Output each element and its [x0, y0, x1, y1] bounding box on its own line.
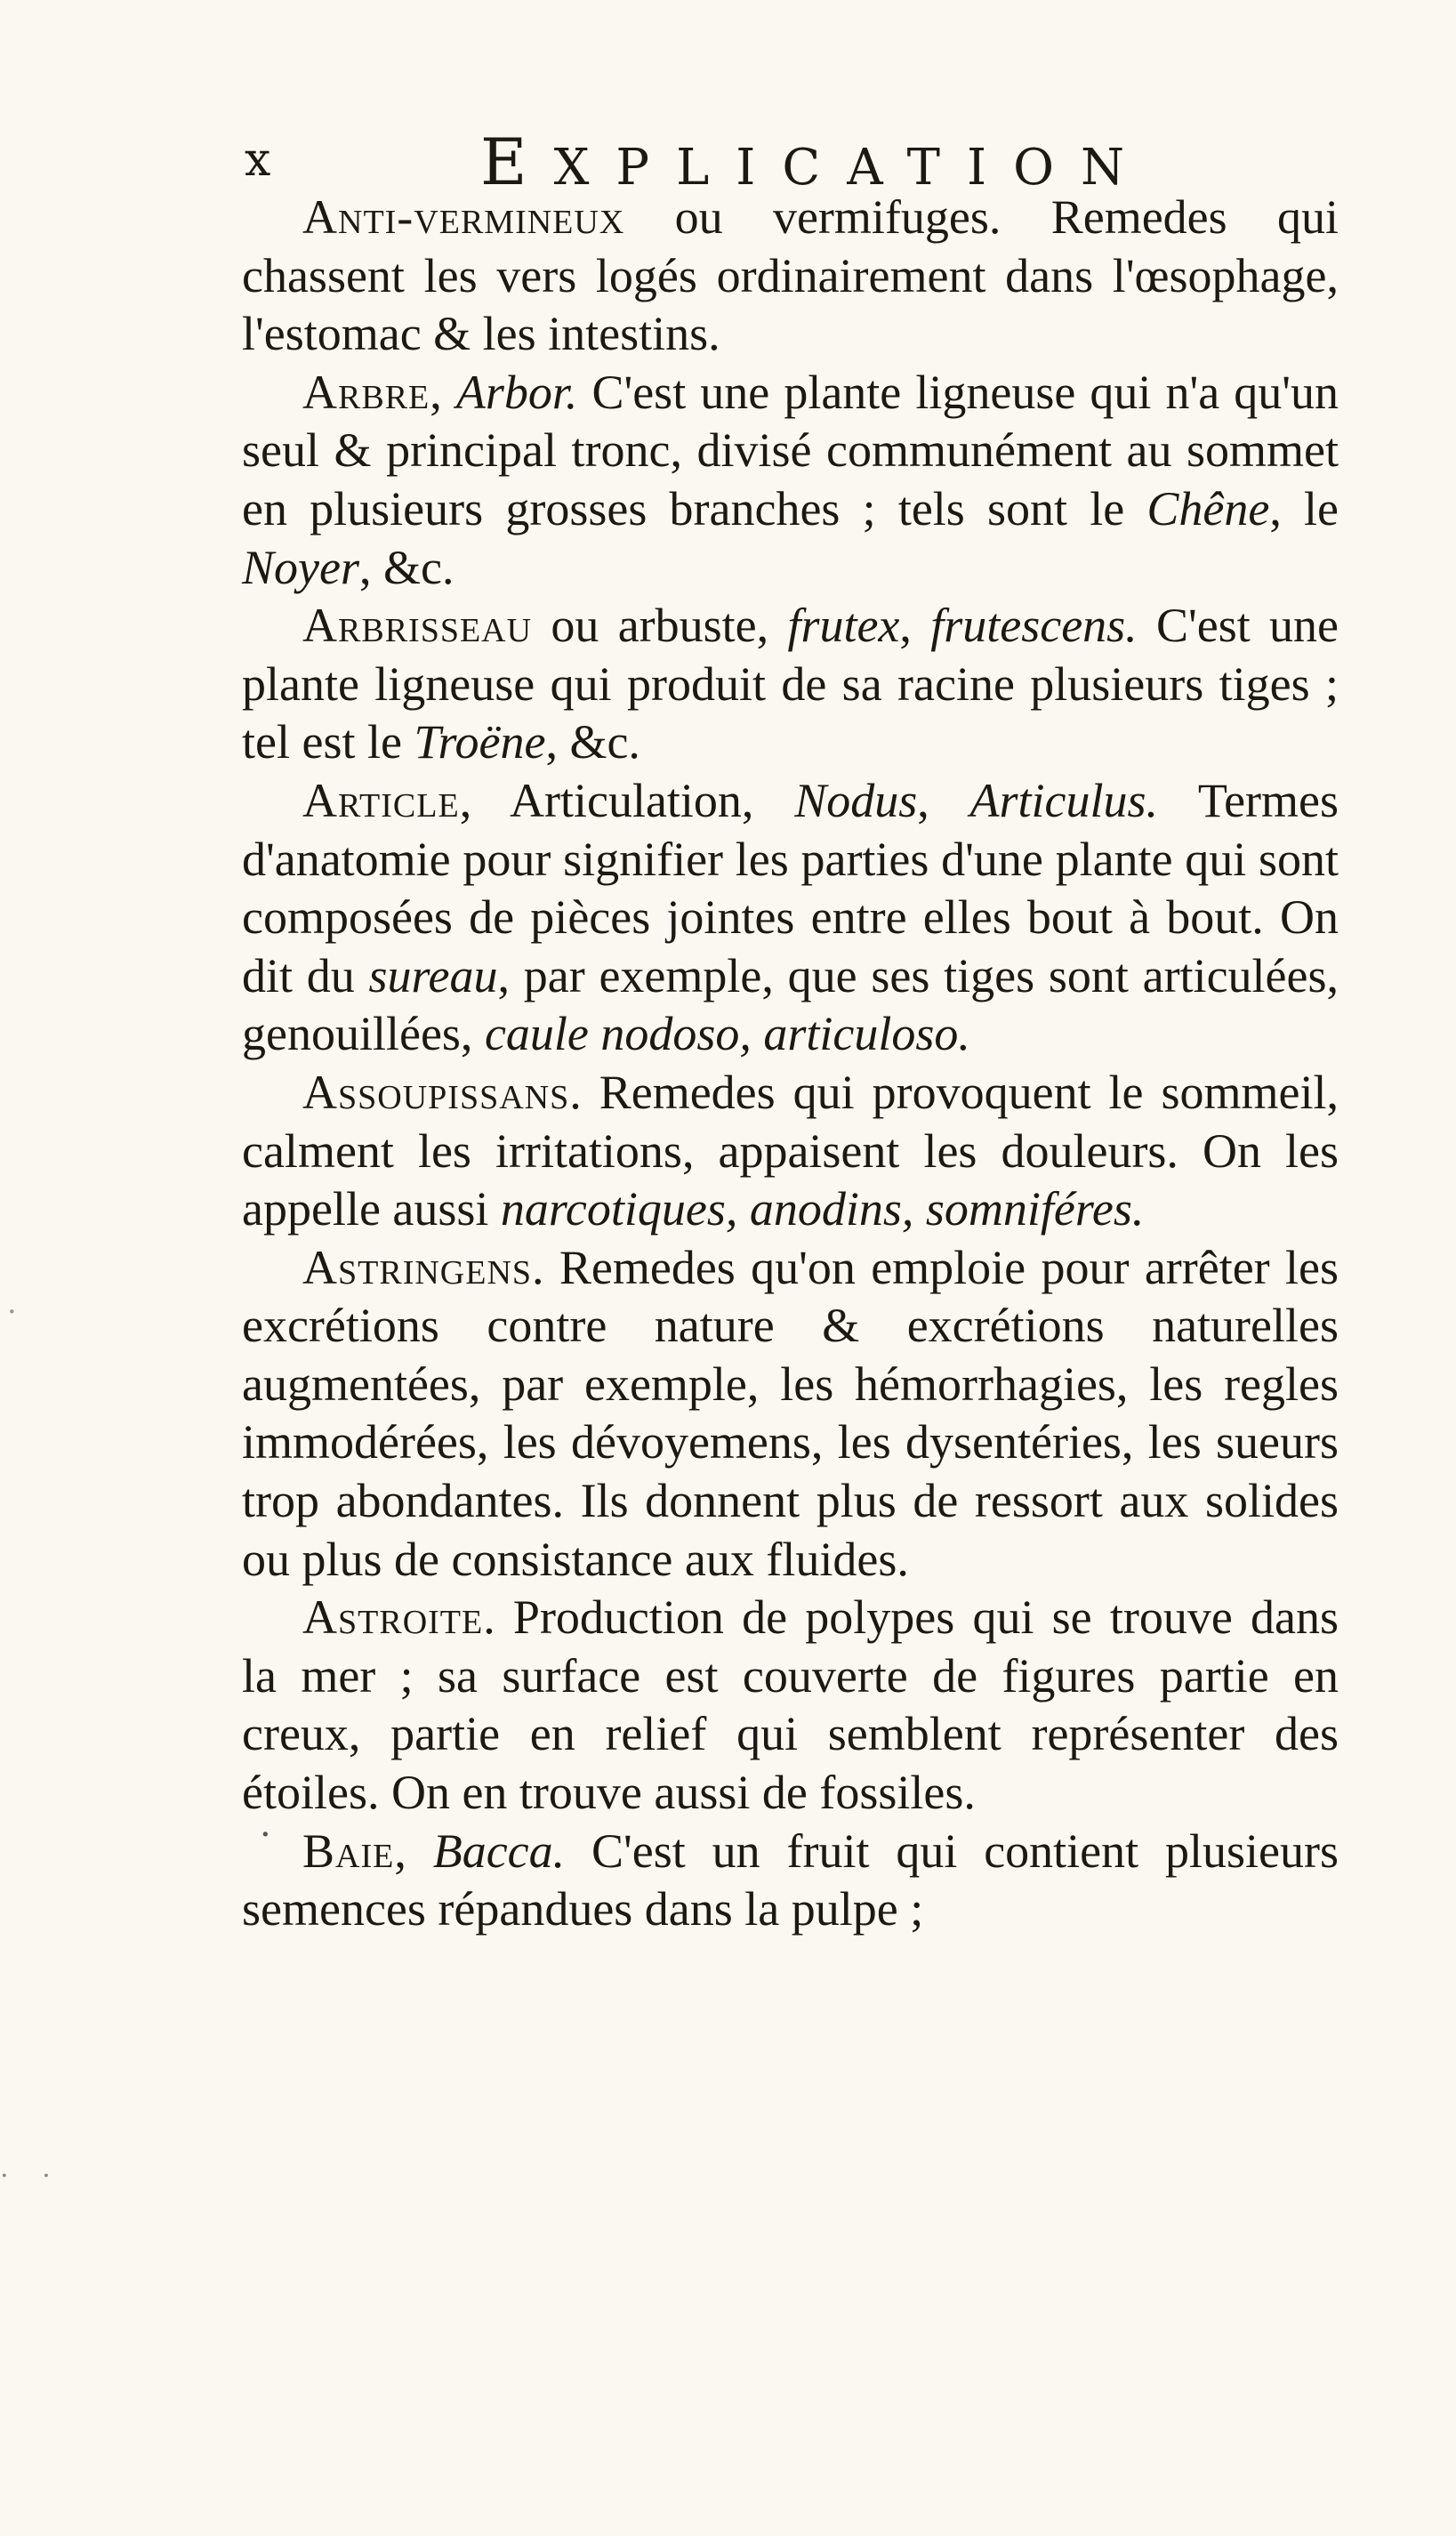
entry-astroite — [242, 1589, 1339, 1822]
definition: Termes d'anatomie pour signifier les parties d'une plante qui sont composées de pièces jointes entre elles bout à bout. On dit du — [242, 773, 1339, 1002]
latin-term: frutex — [787, 599, 900, 653]
definition: . Remedes qu'on emploie pour arrêter les excrétions contre nature & excrétions naturelles augmentées, par exemple, les hémorrhagies, les regles immodérées, les dévoyemens, les dysentéries, les sueurs trop abondantes. Ils donnent plus de ressort aux solides ou plus de consistance aux fluides. — [242, 1240, 1339, 1586]
example-term: sureau — [368, 948, 498, 1002]
separator: , — [917, 773, 970, 827]
headword: Arbrisseau — [302, 599, 533, 653]
separator: ou arbuste, — [532, 599, 788, 653]
running-title-initial: E — [480, 125, 554, 199]
entry-assoupissans — [242, 1064, 1339, 1239]
latin-term: frutescens. — [930, 599, 1138, 653]
separator: , — [899, 599, 931, 653]
headword: Article — [302, 773, 460, 827]
headword: Arbre — [302, 365, 430, 419]
definition: C'est un fruit qui contient plusieurs semences répandues dans la pulpe ; — [242, 1824, 1339, 1936]
latin-term: Articulus. — [969, 773, 1159, 827]
separator: , Articulation, — [459, 773, 795, 827]
definition-end: , &c. — [358, 540, 454, 594]
definition: C'est une plante ligneuse qui produit de sa racine plusieurs tiges ; tel est le — [242, 599, 1339, 769]
definition-cont: , par exemple, que ses tiges sont articulées, genouillées, — [242, 948, 1339, 1061]
definition-cont: , le — [1269, 481, 1339, 535]
margin-dots: . . — [0, 2153, 63, 2184]
entry-baie — [242, 1823, 1339, 1939]
folio-number: x — [245, 133, 273, 187]
headword: Assoupissans — [302, 1065, 570, 1119]
definition-end: , &c. — [545, 715, 640, 769]
separator: , — [430, 365, 456, 419]
latin-term: caule nodoso, articuloso. — [484, 1007, 970, 1061]
definition: C'est une plante ligneuse qui n'a qu'un seul & principal tronc, divisé communément au sommet en plusieurs grosses branches ; tels sont le — [242, 365, 1339, 535]
entry-arbre — [242, 364, 1339, 597]
example-term: Troëne — [414, 715, 546, 769]
synonym-terms: narcotiques, anodins, somniféres. — [500, 1182, 1145, 1236]
example-term: Chêne — [1146, 481, 1270, 535]
headword: Anti-vermineux — [302, 190, 625, 244]
entry-anti-vermineux — [242, 189, 1339, 364]
entry-astringens — [242, 1239, 1339, 1590]
latin-term: Bacca. — [432, 1824, 566, 1878]
running-title-rest: XPLICATION — [553, 139, 1152, 197]
margin-mark: · — [7, 1294, 17, 1330]
definition: . Remedes qui provoquent le sommeil, calment les irritations, appaisent les douleurs. On les appelle aussi — [242, 1065, 1339, 1236]
headword: Astringens — [302, 1240, 533, 1294]
entry-article — [242, 772, 1339, 1064]
headword: Astroite — [302, 1590, 484, 1645]
glossary-text — [242, 189, 1339, 1939]
margin-bullet: · — [260, 1815, 271, 1856]
example-term: Noyer — [242, 540, 359, 594]
entry-arbrisseau — [242, 597, 1339, 772]
definition: . Production de polypes qui se trouve dans la mer ; sa surface est couverte de figures partie en creux, partie en relief qui semblent représenter des étoiles. On en trouve aussi de fossiles. — [242, 1590, 1339, 1820]
separator: , — [394, 1824, 433, 1878]
latin-term: Nodus — [794, 773, 918, 827]
latin-term: Arbor. — [455, 365, 578, 419]
definition: ou vermifuges. Remedes qui chassent les vers logés ordinairement dans l'œsophage, l'estomac & les intestins. — [242, 190, 1339, 361]
headword: Baie — [302, 1824, 395, 1878]
